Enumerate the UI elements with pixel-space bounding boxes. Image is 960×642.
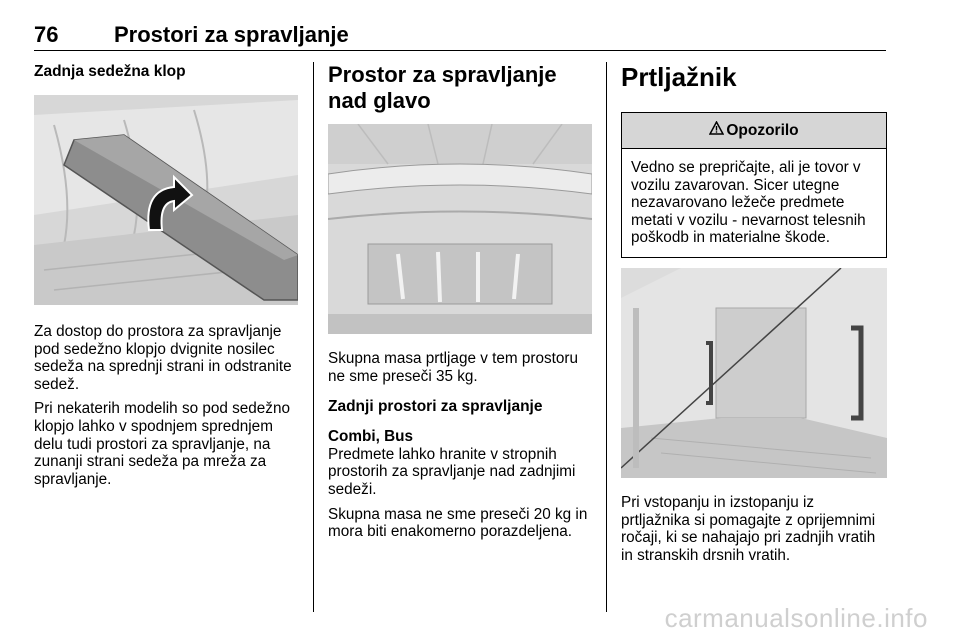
page-number: 76 xyxy=(34,22,59,47)
column-load-compartment xyxy=(621,62,887,571)
paragraph: Predmete lahko hranite v stropnih prostorih za spravljanje nad zadnjimi sedeži. xyxy=(328,445,576,498)
paragraph: Skupna masa ne sme preseči 20 kg in mora biti enakomerno porazdeljena. xyxy=(328,505,588,541)
warning-box xyxy=(621,112,887,258)
paragraph: Za dostop do prostora za spravljanje pod sedežno klopjo dvignite nosilec sedeža na sprednji strani in odstranite sedež. xyxy=(34,323,292,393)
paragraph: Pri nekaterih modelih so pod sedežno klopjo lahko v spodnjem sprednjem delu tudi prostori za spravljanje, na zunanji strani sedeža pa mreža za spravljanje. xyxy=(34,400,290,488)
overhead-storage-illustration xyxy=(328,124,592,334)
load-compartment-illustration xyxy=(621,268,887,478)
column-rear-seat xyxy=(34,62,298,495)
warning-title: Opozorilo xyxy=(726,121,799,139)
column-divider xyxy=(313,62,314,612)
paragraph: Pri vstopanju in izstopanju iz prtljažnika si pomagajte z oprijemnimi ročaji, ki se nahajajo pri zadnjih vratih in stranskih drsnih vratih. xyxy=(621,493,876,564)
rear-seat-illustration xyxy=(34,95,298,305)
subsection-heading: Zadnji prostori za spravljanje xyxy=(328,398,543,416)
running-title: Prostori za spravljanje xyxy=(114,22,349,47)
warning-header xyxy=(622,113,886,149)
paragraph: Skupna masa prtljage v tem prostoru ne sme preseči 35 kg. xyxy=(328,350,578,385)
section-heading: Prtljažnik xyxy=(621,62,737,92)
warning-triangle-icon xyxy=(709,121,724,140)
section-heading: Zadnja sedežna klop xyxy=(34,63,186,80)
page-header xyxy=(34,14,886,51)
section-heading: Prostor za spravljanje nad glavo xyxy=(328,62,557,113)
column-overhead-storage xyxy=(328,62,592,548)
watermark-site: carmanualsonline.info xyxy=(664,603,928,633)
variant-label: Combi, Bus xyxy=(328,428,413,446)
warning-text: Vedno se prepričajte, ali je tovor v vozilu zavarovan. Sicer utegne nezavarovano ležeče predmete metati v vozilu - nevarnost telesnih poškodb in materialne škode. xyxy=(631,159,866,247)
column-divider xyxy=(606,62,607,612)
